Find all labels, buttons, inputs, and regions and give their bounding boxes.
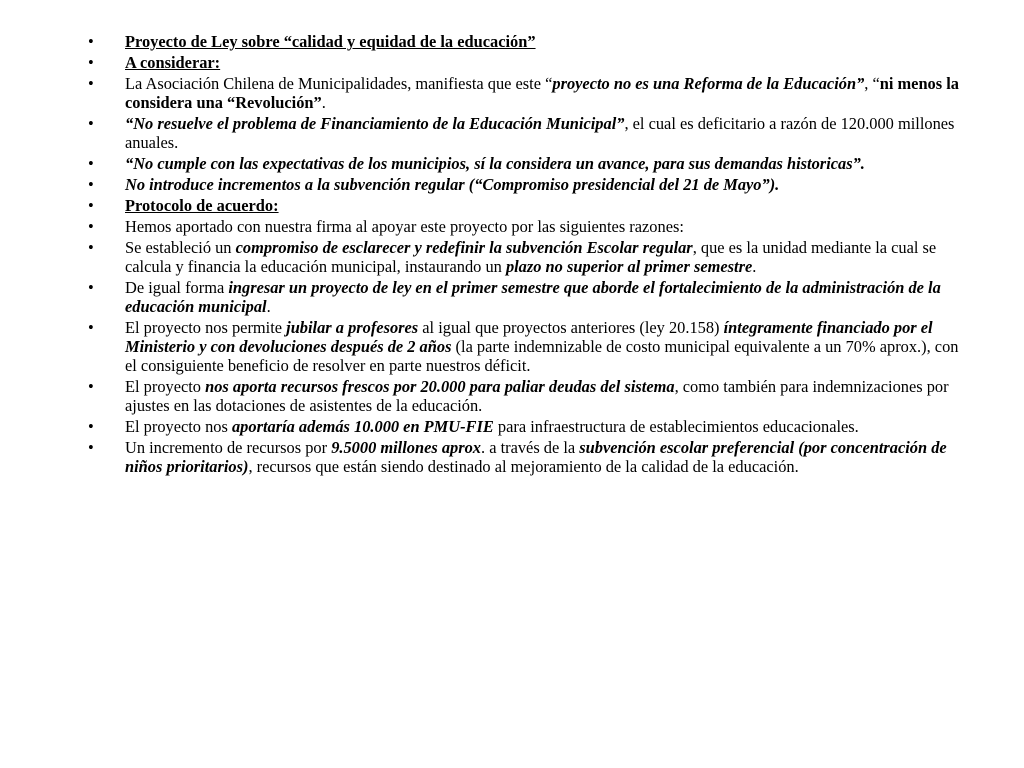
bullet-text: plazo no superior al primer semestre [505, 257, 753, 276]
bullet-item [88, 175, 968, 194]
bullet-text: íntegramente financiado por el Ministerio y con devoluciones después de 2 años [125, 318, 933, 356]
bullet-marker: • [88, 238, 94, 257]
bullet-text: (la parte indemnizable de costo municipal equivalente a un 70% aprox.), con el consiguiente beneficio de resolver en parte nuestros déficit. [125, 337, 959, 375]
bullet-text: jubilar a profesores [286, 318, 419, 337]
bullet-marker: • [88, 53, 94, 72]
bullet-text: El proyecto nos [125, 417, 232, 436]
bullet-text: Un incremento de recursos por [125, 438, 332, 457]
bullet-item [88, 196, 968, 215]
bullet-marker: • [88, 217, 94, 236]
bullet-item [88, 417, 968, 436]
bullet-marker: • [88, 417, 94, 436]
bullet-text: ni menos la considera una “Revolución” [125, 74, 959, 112]
bullet-item [88, 318, 968, 375]
bullet-item [88, 53, 968, 72]
bullet-text: , que es la unidad mediante la cual se calcula y financia la educación municipal, instaurando un [125, 238, 937, 276]
bullet-marker: • [88, 32, 94, 51]
bullet-text: para infraestructura de establecimientos educacionales. [493, 417, 859, 436]
bullet-text: al igual que proyectos anteriores (ley 20.158) [418, 318, 724, 337]
bullet-text: El proyecto nos permite [125, 318, 287, 337]
bullet-item [88, 154, 968, 173]
bullet-item [88, 278, 968, 316]
bullet-text: , como también para indemnizaciones por ajustes en las dotaciones de asistentes de la educación. [125, 377, 949, 415]
bullet-text: , “ [864, 74, 880, 93]
bullet-marker: • [88, 154, 94, 173]
bullet-marker: • [88, 196, 94, 215]
bullet-text: , recursos que están siendo destinado al mejoramiento de la calidad de la educación. [248, 457, 799, 476]
bullet-marker: • [88, 318, 94, 337]
bullet-text: 9.5000 millones aprox [331, 438, 481, 457]
bullet-text: La Asociación Chilena de Municipalidades, manifiesta que este “ [125, 74, 553, 93]
bullet-text: No introduce incrementos a la subvención regular (“Compromiso presidencial del 21 de Mayo”). [125, 175, 780, 194]
bullet-marker: • [88, 74, 94, 93]
bullet-text: “No resuelve el problema de Financiamiento de la Educación Municipal” [125, 114, 625, 133]
bullet-text: , el cual es deficitario a razón de 120.000 millones anuales. [125, 114, 955, 152]
bullet-text: Hemos aportado con nuestra firma al apoyar este proyecto por las siguientes razones: [125, 217, 684, 236]
bullet-text: compromiso de esclarecer y redefinir la subvención Escolar regular [235, 238, 693, 257]
bullet-text: . a través de la [481, 438, 580, 457]
bullet-text: . [321, 93, 326, 112]
bullet-text: ingresar un proyecto de ley en el primer semestre que aborde el fortalecimiento de la administración de la educación municipal [125, 278, 941, 316]
bullet-item [88, 74, 968, 112]
bullet-item [88, 114, 968, 152]
bullet-marker: • [88, 377, 94, 396]
bullet-text: . [752, 257, 757, 276]
bullet-text: A considerar: [125, 53, 221, 72]
bullet-item [88, 438, 968, 476]
bullet-item [88, 377, 968, 415]
bullet-item [88, 238, 968, 276]
bullet-text: Protocolo de acuerdo: [125, 196, 279, 215]
bullet-text: aportaría además 10.000 en PMU-FIE [231, 417, 494, 436]
bullet-list [88, 32, 968, 478]
bullet-text: proyecto no es una Reforma de la Educación” [552, 74, 865, 93]
bullet-marker: • [88, 175, 94, 194]
bullet-text: . [266, 297, 271, 316]
bullet-text: El proyecto [125, 377, 206, 396]
bullet-text: subvención escolar preferencial (por concentración de niños prioritarios) [125, 438, 947, 476]
bullet-marker: • [88, 278, 94, 297]
bullet-text: Se estableció un [125, 238, 236, 257]
bullet-text: Proyecto de Ley sobre “calidad y equidad de la educación” [125, 32, 536, 51]
bullet-text: “No cumple con las expectativas de los municipios, sí la considera un avance, para sus demandas historicas”. [125, 154, 865, 173]
bullet-marker: • [88, 114, 94, 133]
bullet-item [88, 217, 968, 236]
bullet-item [88, 32, 968, 51]
bullet-marker: • [88, 438, 94, 457]
bullet-text: De igual forma [125, 278, 229, 297]
bullet-text: nos aporta recursos frescos por 20.000 para paliar deudas del sistema [205, 377, 675, 396]
